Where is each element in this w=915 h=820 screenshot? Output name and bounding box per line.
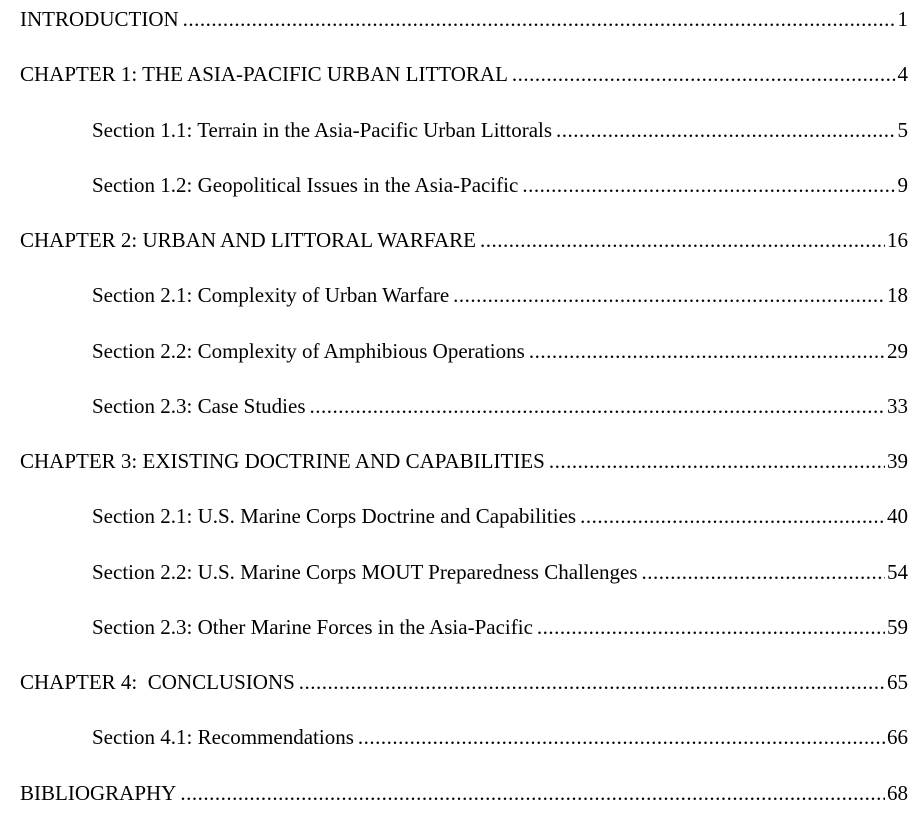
toc-page-number: 59 <box>887 615 908 639</box>
toc-dot-leader <box>512 59 896 89</box>
toc-dot-leader <box>183 4 896 34</box>
toc-page-number: 29 <box>887 339 908 363</box>
toc-dot-leader <box>480 225 885 255</box>
toc-entry-title: Section 2.1: U.S. Marine Corps Doctrine and Capabilities <box>92 504 577 528</box>
toc-page-number: 40 <box>887 504 908 528</box>
toc-dot-leader <box>522 170 895 200</box>
toc-entry-chapter-2[interactable] <box>20 225 908 255</box>
toc-entry-section-1-1[interactable] <box>92 115 908 145</box>
toc-entry-title: CHAPTER 1: THE ASIA-PACIFIC URBAN LITTORAL <box>20 62 508 86</box>
toc-entry-title: Section 2.2: Complexity of Amphibious Operations <box>92 339 525 363</box>
toc-page-number: 9 <box>897 173 908 197</box>
toc-entry-title: BIBLIOGRAPHY <box>20 781 177 805</box>
toc-entry-section-2-3[interactable] <box>92 391 908 421</box>
toc-dot-leader <box>310 391 886 421</box>
toc-entry-title: Section 2.3: Case Studies <box>92 394 306 418</box>
toc-dot-leader <box>642 557 885 587</box>
toc-entry-chapter-3[interactable] <box>20 446 908 476</box>
toc-entry-title: Section 1.2: Geopolitical Issues in the Asia-Pacific <box>92 173 519 197</box>
toc-dot-leader <box>529 336 885 366</box>
toc-dot-leader <box>537 612 885 642</box>
toc-page-number: 18 <box>887 283 908 307</box>
toc-entry-title: INTRODUCTION <box>20 7 179 31</box>
toc-entry-section-2-1[interactable] <box>92 280 908 310</box>
toc-entry-section-3-2[interactable] <box>92 557 908 587</box>
toc-entry-chapter-4[interactable] <box>20 667 908 697</box>
toc-entry-title: Section 2.1: Complexity of Urban Warfare <box>92 283 450 307</box>
toc-dot-leader <box>556 115 895 145</box>
toc-entry-title: CHAPTER 4: CONCLUSIONS <box>20 670 295 694</box>
toc-dot-leader <box>453 280 885 310</box>
toc-dot-leader <box>580 501 885 531</box>
toc-entry-title: Section 2.2: U.S. Marine Corps MOUT Preparedness Challenges <box>92 560 638 584</box>
toc-page-number: 39 <box>887 449 908 473</box>
toc-entry-section-2-2[interactable] <box>92 336 908 366</box>
toc-entry-section-1-2[interactable] <box>92 170 908 200</box>
toc-entry-section-4-1[interactable] <box>92 722 908 752</box>
toc-page-number: 68 <box>887 781 908 805</box>
toc-dot-leader <box>549 446 885 476</box>
toc-page-number: 33 <box>887 394 908 418</box>
toc-entry-title: CHAPTER 2: URBAN AND LITTORAL WARFARE <box>20 228 477 252</box>
toc-entry-section-3-3[interactable] <box>92 612 908 642</box>
toc-entry-title: Section 4.1: Recommendations <box>92 725 354 749</box>
toc-entry-title: CHAPTER 3: EXISTING DOCTRINE AND CAPABILITIES <box>20 449 545 473</box>
toc-entry-chapter-1[interactable] <box>20 59 908 89</box>
toc-entry-title: Section 2.3: Other Marine Forces in the Asia-Pacific <box>92 615 533 639</box>
toc-page-number: 66 <box>887 725 908 749</box>
toc-entry-introduction[interactable] <box>20 4 908 34</box>
toc-page-number: 5 <box>897 118 908 142</box>
toc-dot-leader <box>358 722 885 752</box>
toc-page-number: 1 <box>897 7 908 31</box>
toc-page-number: 4 <box>897 62 908 86</box>
toc-entry-title: Section 1.1: Terrain in the Asia-Pacific Urban Littorals <box>92 118 553 142</box>
toc-dot-leader <box>180 778 885 808</box>
toc-page-number: 16 <box>887 228 908 252</box>
toc-entry-section-3-1[interactable] <box>92 501 908 531</box>
toc-page-number: 65 <box>887 670 908 694</box>
toc-entry-bibliography[interactable] <box>20 778 908 808</box>
toc-page-number: 54 <box>887 560 908 584</box>
toc-dot-leader <box>299 667 885 697</box>
